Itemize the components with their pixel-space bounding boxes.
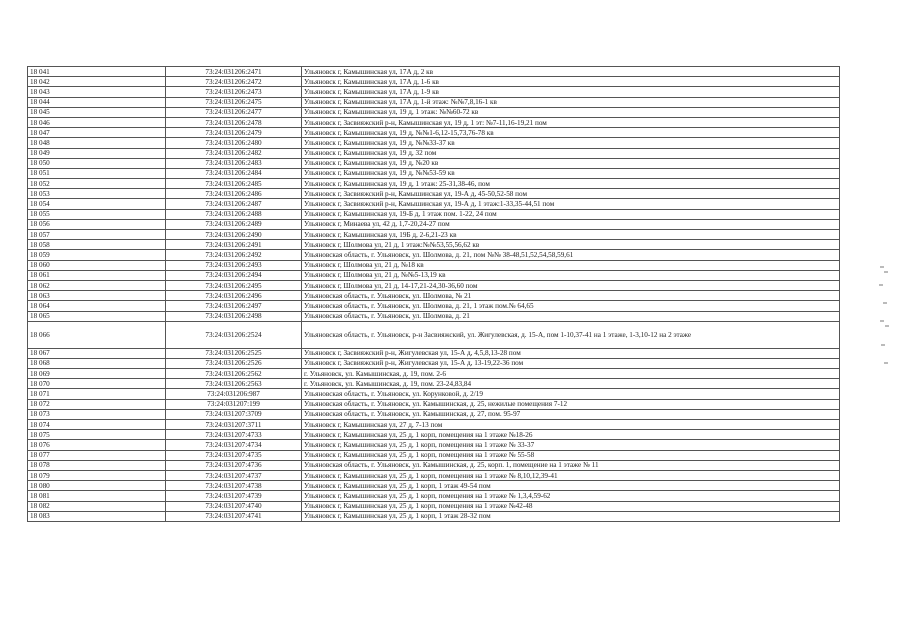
- cadastral-number: 73:24:031206:2478: [166, 117, 302, 127]
- address: Ульяновск г, Шолмова ул, 21 д, 1 этаж:№№53,55,56,62 кв: [302, 240, 840, 250]
- table-row: [28, 250, 840, 260]
- row-number: 18 058: [28, 240, 166, 250]
- address: Ульяновск г, Минаева ул, 42 д, 1,7-20,24-27 пом: [302, 219, 840, 229]
- row-number: 18 083: [28, 511, 166, 521]
- row-number: 18 047: [28, 128, 166, 138]
- row-number: 18 049: [28, 148, 166, 158]
- address: Ульяновск г, Камышинская ул, 25 д, 1 корп, помещения на 1 этаже № 1,3,4,59-62: [302, 491, 840, 501]
- row-number: 18 078: [28, 460, 166, 470]
- table-row: [28, 511, 840, 521]
- table-row: [28, 379, 840, 389]
- address: Ульяновск г, Камышинская ул, 19Б д, 2-6,21-23 кв: [302, 230, 840, 240]
- address: Ульяновская область, г. Ульяновск, ул. Корунковой, д. 2/19: [302, 389, 840, 399]
- row-number: 18 045: [28, 107, 166, 117]
- row-number: 18 061: [28, 270, 166, 280]
- cadastral-number: 73:24:031206:2489: [166, 219, 302, 229]
- address: Ульяновск г, Камышинская ул, 17А д, 2 кв: [302, 67, 840, 77]
- table-row: [28, 158, 840, 168]
- cadastral-number: 73:24:031206:2475: [166, 97, 302, 107]
- address: Ульяновск г, Камышинская ул, 25 д, 1 корп, помещения на 1 этаже №18-26: [302, 430, 840, 440]
- address: Ульяновская область, г. Ульяновск, ул. Шолмова, д. 21, 1 этаж пом.№ 64,65: [302, 301, 840, 311]
- row-number: 18 074: [28, 420, 166, 430]
- cadastral-number: 73:24:031206:2494: [166, 270, 302, 280]
- cadastral-number: 73:24:031206:2473: [166, 87, 302, 97]
- table-row: [28, 301, 840, 311]
- row-number: 18 052: [28, 179, 166, 189]
- row-number: 18 071: [28, 389, 166, 399]
- table-row: [28, 409, 840, 419]
- address: Ульяновская область, г. Ульяновск, ул. Камышинская, д. 25, нежилые помещения 7-12: [302, 399, 840, 409]
- address: Ульяновская область, г. Ульяновск, ул. Камышинская, д. 27, пом. 95-97: [302, 409, 840, 419]
- table-row: [28, 460, 840, 470]
- cadastral-number: 73:24:031206:2496: [166, 291, 302, 301]
- table-row: [28, 260, 840, 270]
- address: Ульяновск г, Засвияжский р-н, Жигулевская ул, 15-А д, 4,5,8,13-28 пом: [302, 348, 840, 358]
- cadastral-number: 73:24:031207:199: [166, 399, 302, 409]
- table-row: [28, 280, 840, 290]
- row-number: 18 048: [28, 138, 166, 148]
- cadastral-number: 73:24:031207:4740: [166, 501, 302, 511]
- table-row: [28, 148, 840, 158]
- table-row: [28, 420, 840, 430]
- cadastral-number: 73:24:031207:4734: [166, 440, 302, 450]
- table-row: [28, 240, 840, 250]
- address: Ульяновск г, Камышинская ул, 19 д, №№53-59 кв: [302, 168, 840, 178]
- cadastral-number: 73:24:031206:2488: [166, 209, 302, 219]
- address: Ульяновск г, Камышинская ул, 27 д, 7-13 пом: [302, 420, 840, 430]
- address: Ульяновск г, Засвияжский р-н, Камышинская ул, 19-А д, 45-50,52-58 пом: [302, 189, 840, 199]
- address: г. Ульяновск, ул. Камышинская, д. 19, пом. 2-6: [302, 369, 840, 379]
- property-table-body: [28, 67, 840, 522]
- address: Ульяновск г, Засвияжский р-н, Камышинская ул, 19 д, 1 эт: №7-11,16-19,21 пом: [302, 117, 840, 127]
- address: Ульяновск г, Шолмова ул, 21 д, №№5-13,19 кв: [302, 270, 840, 280]
- table-row: [28, 291, 840, 301]
- table-row: [28, 189, 840, 199]
- table-row: [28, 97, 840, 107]
- table-row: [28, 321, 840, 348]
- cadastral-number: 73:24:031206:2471: [166, 67, 302, 77]
- cadastral-number: 73:24:031206:2497: [166, 301, 302, 311]
- table-row: [28, 270, 840, 280]
- cadastral-number: 73:24:031206:2477: [166, 107, 302, 117]
- cadastral-number: 73:24:031206:2525: [166, 348, 302, 358]
- row-number: 18 075: [28, 430, 166, 440]
- cadastral-number: 73:24:031207:4737: [166, 470, 302, 480]
- table-row: [28, 138, 840, 148]
- table-row: [28, 179, 840, 189]
- row-number: 18 043: [28, 87, 166, 97]
- cadastral-number: 73:24:031206:2498: [166, 311, 302, 321]
- row-number: 18 055: [28, 209, 166, 219]
- address: Ульяновск г, Камышинская ул, 25 д, 1 корп, 1 этаж 28-32 пом: [302, 511, 840, 521]
- address: Ульяновск г, Камышинская ул, 17А д, 1-9 кв: [302, 87, 840, 97]
- row-number: 18 051: [28, 168, 166, 178]
- table-row: [28, 389, 840, 399]
- row-number: 18 082: [28, 501, 166, 511]
- table-row: [28, 87, 840, 97]
- table-row: [28, 481, 840, 491]
- table-row: [28, 501, 840, 511]
- table-row: [28, 491, 840, 501]
- row-number: 18 053: [28, 189, 166, 199]
- cadastral-number: 73:24:031206:2526: [166, 358, 302, 368]
- address: Ульяновск г, Камышинская ул, 17А д, 1-й этаж: №№7,8,16-1 кв: [302, 97, 840, 107]
- row-number: 18 041: [28, 67, 166, 77]
- cadastral-number: 73:24:031206:2563: [166, 379, 302, 389]
- cadastral-number: 73:24:031207:4741: [166, 511, 302, 521]
- cadastral-number: 73:24:031206:2484: [166, 168, 302, 178]
- row-number: 18 060: [28, 260, 166, 270]
- row-number: 18 067: [28, 348, 166, 358]
- row-number: 18 080: [28, 481, 166, 491]
- row-number: 18 073: [28, 409, 166, 419]
- address: Ульяновск г, Камышинская ул, 25 д, 1 корп, помещения на 1 этаже №42-48: [302, 501, 840, 511]
- table-row: [28, 311, 840, 321]
- cadastral-number: 73:24:031207:4736: [166, 460, 302, 470]
- address: г. Ульяновск, ул. Камышинская, д. 19, пом. 23-24,83,84: [302, 379, 840, 389]
- row-number: 18 069: [28, 369, 166, 379]
- row-number: 18 063: [28, 291, 166, 301]
- row-number: 18 065: [28, 311, 166, 321]
- address: Ульяновская область, г. Ульяновск, р-н Засвияжский, ул. Жигулевская, д. 15-А, пом 1-10,37-41 на 1 этаже, 1-3,10-12 на 2 этаже: [302, 321, 840, 348]
- cadastral-number: 73:24:031207:4739: [166, 491, 302, 501]
- address: Ульяновск г, Камышинская ул, 19 д, 1 этаж: №№60-72 кв: [302, 107, 840, 117]
- cadastral-number: 73:24:031207:3711: [166, 420, 302, 430]
- cadastral-number: 73:24:031207:3709: [166, 409, 302, 419]
- cadastral-number: 73:24:031206:2486: [166, 189, 302, 199]
- cadastral-number: 73:24:031206:2490: [166, 230, 302, 240]
- cadastral-number: 73:24:031206:2479: [166, 128, 302, 138]
- cadastral-number: 73:24:031206:2487: [166, 199, 302, 209]
- address: Ульяновск г, Камышинская ул, 25 д, 1 корп, помещения на 1 этаже № 33-37: [302, 440, 840, 450]
- table-row: [28, 128, 840, 138]
- address: Ульяновск г, Камышинская ул, 25 д, 1 корп, 1 этаж 49-54 пом: [302, 481, 840, 491]
- row-number: 18 072: [28, 399, 166, 409]
- cadastral-number: 73:24:031206:2493: [166, 260, 302, 270]
- row-number: 18 046: [28, 117, 166, 127]
- table-row: [28, 117, 840, 127]
- address: Ульяновская область, г. Ульяновск, ул. Камышинская, д. 25, корп. 1, помещение на 1 этаже № 11: [302, 460, 840, 470]
- row-number: 18 050: [28, 158, 166, 168]
- cadastral-number: 73:24:031207:4738: [166, 481, 302, 491]
- table-row: [28, 430, 840, 440]
- cadastral-number: 73:24:031207:4735: [166, 450, 302, 460]
- cadastral-number: 73:24:031206:2472: [166, 77, 302, 87]
- cadastral-number: 73:24:031206:2495: [166, 280, 302, 290]
- cadastral-number: 73:24:031206:2480: [166, 138, 302, 148]
- cadastral-number: 73:24:031207:4733: [166, 430, 302, 440]
- property-table: [27, 66, 840, 522]
- row-number: 18 064: [28, 301, 166, 311]
- table-row: [28, 358, 840, 368]
- cadastral-number: 73:24:031206:2485: [166, 179, 302, 189]
- row-number: 18 076: [28, 440, 166, 450]
- address: Ульяновск г, Камышинская ул, 19-Б д, 1 этаж пом. 1-22, 24 пом: [302, 209, 840, 219]
- row-number: 18 066: [28, 321, 166, 348]
- address: Ульяновск г, Шолмова ул, 21 д, №18 кв: [302, 260, 840, 270]
- address: Ульяновская область, г. Ульяновск, ул. Шолмова, д. 21, пом №№ 38-48,51,52,54,58,59,61: [302, 250, 840, 260]
- row-number: 18 057: [28, 230, 166, 240]
- table-row: [28, 168, 840, 178]
- row-number: 18 077: [28, 450, 166, 460]
- cadastral-number: 73:24:031206:2483: [166, 158, 302, 168]
- address: Ульяновск г, Засвияжский р-н, Камышинская ул, 19-А д, 1 этаж:1-33,35-44,51 пом: [302, 199, 840, 209]
- cadastral-number: 73:24:031206:2562: [166, 369, 302, 379]
- address: Ульяновск г, Камышинская ул, 19 д, №20 кв: [302, 158, 840, 168]
- address: Ульяновск г, Камышинская ул, 25 д, 1 корп, помещения на 1 этаже № 8,10,12,39-41: [302, 470, 840, 480]
- table-row: [28, 399, 840, 409]
- row-number: 18 068: [28, 358, 166, 368]
- address: Ульяновск г, Камышинская ул, 25 д, 1 корп, помещения на 1 этаже № 55-58: [302, 450, 840, 460]
- row-number: 18 081: [28, 491, 166, 501]
- address: Ульяновск г, Камышинская ул, 19 д, №№1-6,12-15,73,76-78 кв: [302, 128, 840, 138]
- cadastral-number: 73:24:031206:2491: [166, 240, 302, 250]
- address: Ульяновск г, Камышинская ул, 19 д, 32 пом: [302, 148, 840, 158]
- margin-scan-marks: [878, 262, 892, 372]
- address: Ульяновск г, Камышинская ул, 19 д, 1 этаж: 25-31,38-46, пом: [302, 179, 840, 189]
- address: Ульяновская область, г. Ульяновск, ул. Шолмова, № 21: [302, 291, 840, 301]
- table-row: [28, 199, 840, 209]
- table-row: [28, 107, 840, 117]
- table-row: [28, 369, 840, 379]
- table-row: [28, 77, 840, 87]
- table-row: [28, 440, 840, 450]
- cadastral-number: 73:24:031206:2524: [166, 321, 302, 348]
- cadastral-number: 73:24:031206:987: [166, 389, 302, 399]
- row-number: 18 062: [28, 280, 166, 290]
- row-number: 18 044: [28, 97, 166, 107]
- table-row: [28, 450, 840, 460]
- table-row: [28, 230, 840, 240]
- row-number: 18 056: [28, 219, 166, 229]
- row-number: 18 070: [28, 379, 166, 389]
- address: Ульяновск г, Шолмова ул, 21 д, 14-17,21-24,30-36,60 пом: [302, 280, 840, 290]
- address: Ульяновск г, Засвияжский р-н, Жигулевская ул, 15-А д, 13-19,22-36 пом: [302, 358, 840, 368]
- address: Ульяновск г, Камышинская ул, 17А д, 1-6 кв: [302, 77, 840, 87]
- row-number: 18 042: [28, 77, 166, 87]
- table-row: [28, 470, 840, 480]
- cadastral-number: 73:24:031206:2482: [166, 148, 302, 158]
- table-row: [28, 219, 840, 229]
- address: Ульяновская область, г. Ульяновск, ул. Шолмова, д. 21: [302, 311, 840, 321]
- table-row: [28, 348, 840, 358]
- table-row: [28, 209, 840, 219]
- table-row: [28, 67, 840, 77]
- row-number: 18 079: [28, 470, 166, 480]
- address: Ульяновск г, Камышинская ул, 19 д, №№33-37 кв: [302, 138, 840, 148]
- cadastral-number: 73:24:031206:2492: [166, 250, 302, 260]
- row-number: 18 054: [28, 199, 166, 209]
- row-number: 18 059: [28, 250, 166, 260]
